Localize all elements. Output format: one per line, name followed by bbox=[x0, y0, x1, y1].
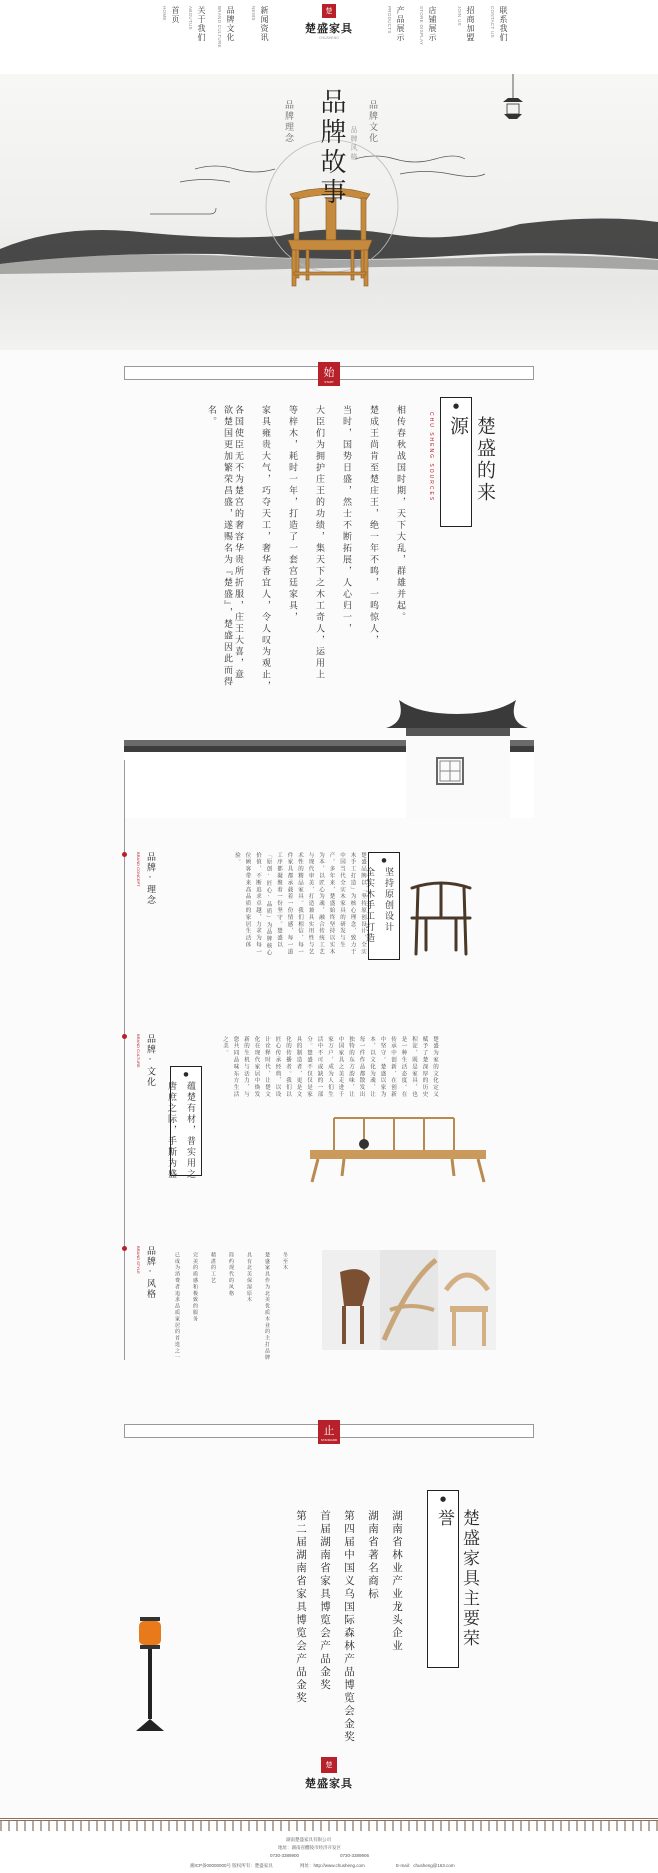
honor-item: 第二届湖南省家具博览会产品金奖 bbox=[295, 1510, 307, 1705]
style-label bbox=[136, 1246, 157, 1300]
dot-icon: ● bbox=[452, 402, 460, 410]
nav-label: 首页 bbox=[171, 6, 180, 24]
hero-right-tag: 品牌文化 bbox=[367, 100, 377, 144]
concept-motto-1: 坚持原创设计 bbox=[383, 867, 393, 933]
nav-label: 联系我们 bbox=[499, 6, 508, 42]
dot-icon: ● bbox=[381, 857, 387, 864]
footer-phone-2: 0730-3389906 bbox=[340, 1853, 370, 1858]
culture-label-cn: 品牌·文化 bbox=[145, 1034, 155, 1088]
culture-label-en: BRAND CULTURE bbox=[136, 1034, 141, 1068]
origin-pinyin: CHU SHENG SOURCES bbox=[428, 412, 434, 503]
style-label-en: BRAND STYLE bbox=[136, 1246, 141, 1274]
style-photo-2 bbox=[380, 1250, 438, 1350]
style-label-cn: 品牌·风格 bbox=[145, 1246, 155, 1300]
footer-logo-mark: 楚 bbox=[321, 1757, 337, 1773]
nav-label: 新闻资讯 bbox=[260, 6, 269, 42]
nav-label-en: STORE DISPLAY bbox=[419, 6, 424, 46]
hero-left-tag: 品牌理念 bbox=[283, 100, 293, 144]
concept-label bbox=[136, 852, 157, 906]
concept-label-en: BRAND CONCEPT bbox=[136, 852, 141, 887]
nav-item-right-2[interactable] bbox=[457, 6, 476, 42]
nav-label-en: HOME bbox=[162, 6, 167, 21]
top-nav bbox=[0, 0, 658, 74]
honor-seal bbox=[318, 1420, 340, 1444]
footer-address: 地址：湖南省醴陵市经济开发区 bbox=[278, 1845, 341, 1850]
concept-motto-2: 全实木手工打造 bbox=[364, 867, 374, 944]
timeline-line bbox=[124, 760, 125, 1360]
nav-item-right-3[interactable] bbox=[490, 6, 509, 42]
logo-name: 楚盛家具 bbox=[305, 22, 353, 35]
style-photo-strip bbox=[322, 1250, 496, 1350]
origin-column: 楚成王尚肯至楚庄王，绝一年不鸣，一鸣惊人， bbox=[368, 405, 378, 647]
style-photo-3 bbox=[438, 1250, 496, 1350]
nav-label-en: CONTACT US bbox=[490, 6, 495, 38]
footer-phone-1: 0730-3389900 bbox=[270, 1853, 300, 1858]
culture-marker bbox=[122, 1034, 127, 1039]
style-column: 已成为消费者追求品质家居的首选之一 bbox=[174, 1252, 180, 1361]
lattice-border bbox=[0, 1821, 658, 1831]
origin-column: 欲楚国更加繁荣昌盛，遂赐名为『楚盛』，楚盛因此而得名。 bbox=[206, 405, 232, 688]
concept-marker bbox=[122, 852, 127, 857]
logo-tag: CHUSHENG bbox=[318, 36, 340, 40]
honor-seal-en: STANDARD bbox=[320, 1438, 338, 1442]
culture-motto-box bbox=[166, 1066, 202, 1180]
origin-column: 大臣们为拥护庄王的功绩，集天下之木工奇人，运用上 bbox=[314, 405, 324, 681]
origin-title-box bbox=[440, 397, 496, 527]
style-column: 具有北美保湿原木 bbox=[246, 1252, 252, 1304]
walnut-chair-image bbox=[404, 878, 478, 956]
honor-item: 湖南省著名商标 bbox=[367, 1510, 379, 1601]
honor-item: 湖南省林业产业龙头企业 bbox=[391, 1510, 403, 1653]
culture-label bbox=[136, 1034, 157, 1088]
logo-mark: 楚 bbox=[322, 4, 336, 18]
footer-website[interactable]: 网址：http://www.chusheng.com bbox=[300, 1863, 365, 1868]
footer-copyright: 湘ICP备00000000号 版权所有：楚盛家具 bbox=[190, 1863, 273, 1868]
style-photo-1 bbox=[322, 1250, 380, 1350]
culture-motto-1: 蕴楚有材，普实用之 bbox=[185, 1081, 195, 1180]
floor-lamp-illustration bbox=[130, 1615, 170, 1735]
dot-icon: ● bbox=[183, 1071, 189, 1078]
nav-label: 关于我们 bbox=[197, 6, 206, 42]
origin-column: 等梓木，耗时一年，打造了一套宫廷家具， bbox=[287, 405, 297, 624]
footer-logo[interactable] bbox=[305, 1757, 353, 1791]
origin-column: 各国使臣无不为楚宫的奢容华贵所折服，庄王大喜，意 bbox=[233, 405, 243, 681]
ancient-wall-illustration bbox=[124, 700, 534, 818]
nav-item-left-3[interactable] bbox=[251, 6, 270, 42]
footer-company: 湖南楚盛家具有限公司 bbox=[286, 1837, 331, 1842]
style-marker bbox=[122, 1246, 127, 1251]
style-column: 楚盛家具作为北美优质木业的主打品牌 bbox=[264, 1252, 270, 1361]
nav-label: 店铺展示 bbox=[428, 6, 437, 42]
origin-seal-en: START bbox=[324, 380, 334, 384]
concept-label-cn: 品牌·理念 bbox=[145, 852, 155, 906]
honor-title: 楚盛家具主要荣誉 bbox=[434, 1509, 479, 1649]
style-column: 精湛的工艺 bbox=[210, 1252, 216, 1284]
honor-item: 第四届中国义乌国际森林产品博览会金奖 bbox=[343, 1510, 355, 1744]
origin-seal-char: 始 bbox=[323, 366, 335, 379]
nav-item-left-0[interactable] bbox=[162, 6, 181, 24]
concept-motto-box bbox=[364, 852, 400, 960]
hero-banner bbox=[0, 74, 658, 350]
nav-label: 产品展示 bbox=[396, 6, 405, 42]
nav-label-en: ABOUTUS bbox=[188, 6, 193, 30]
style-column: 简约现代的风格 bbox=[228, 1252, 234, 1297]
style-column: 完美的质感和极致的服务 bbox=[192, 1252, 198, 1323]
nav-item-right-0[interactable] bbox=[387, 6, 406, 42]
honor-item: 首届湖南省家具博览会产品金奖 bbox=[319, 1510, 331, 1692]
origin-seal bbox=[318, 362, 340, 386]
nav-label-en: BRAND CULTURE bbox=[217, 6, 222, 48]
footer-logo-name: 楚盛家具 bbox=[305, 1777, 353, 1790]
nav-label: 品牌文化 bbox=[226, 6, 235, 42]
origin-title: 楚盛的来源 bbox=[447, 416, 496, 504]
nav-label-en: JOIN US bbox=[457, 6, 462, 26]
footer-email[interactable]: E-mail：chusheng@163.com bbox=[396, 1863, 455, 1868]
hero-small-tag: 品牌风格 bbox=[350, 126, 358, 162]
honor-title-box bbox=[427, 1490, 479, 1668]
footer bbox=[0, 1818, 658, 1873]
origin-column: 家具雍贵大气，巧夺天工，奢华香宜人，令人叹为观止， bbox=[260, 405, 270, 693]
nav-label-en: NEWS bbox=[251, 6, 256, 21]
hero-title: 品牌故事 bbox=[316, 88, 346, 208]
nav-item-left-1[interactable] bbox=[188, 6, 207, 42]
nav-item-left-2[interactable] bbox=[217, 6, 236, 48]
dot-icon: ● bbox=[439, 1495, 447, 1503]
nav-label: 招商加盟 bbox=[466, 6, 475, 42]
nav-label-en: PRODUCTS bbox=[387, 6, 392, 34]
honor-seal-char: 止 bbox=[323, 1424, 335, 1437]
nav-item-right-1[interactable] bbox=[419, 6, 438, 45]
wood-daybed-image bbox=[304, 1110, 490, 1184]
logo[interactable] bbox=[305, 4, 353, 44]
origin-column: 相传春秋战国时期，天下大乱，群雄并起。 bbox=[395, 405, 405, 624]
style-column: 冬至木 bbox=[282, 1252, 288, 1272]
concept-text: 楚盛品牌以「坚持原创设计，全实木手工打造」为核心理念，致力于中国当代全实木家具的研发与生产。多年来，楚盛始终坚持以实木为本，以匠心为魂，融合传统工艺与现代审美，打造兼具实用性与艺术性的精品家具。我们相信，每一件家具都承载着一份情感，每一道工序都凝聚着一份坚守。楚盛以「原创·匠心·品质」为品牌核心价值，不断追求卓越，力求为每一位顾客带来高品质的家居生活体验。 bbox=[234, 852, 366, 957]
culture-text: 楚盛为家的文化定义赋予了楚深厚的历史积淀，既是家具，也是一种生活态度。在传承中创新，在创新中坚守。楚盛以家为本，以文化为魂，让每一件作品都散发出独特的东方韵味，让中国家具之美走进千家万户，成为人们生活中不可或缺的一部分。楚盛不仅仅是家具的制造者，更是文化的传播者。我们以匠心传承经典，以设计诠释时代，让楚文化在现代家居中焕发新的生机与活力，与您共同品味东方生活之美。 bbox=[222, 1036, 438, 1099]
origin-column: 当时，国势日盛，然士不断拓展，人心归一， bbox=[341, 405, 351, 635]
culture-motto-2: 唐庶之际，手斯为盛 bbox=[166, 1081, 176, 1180]
